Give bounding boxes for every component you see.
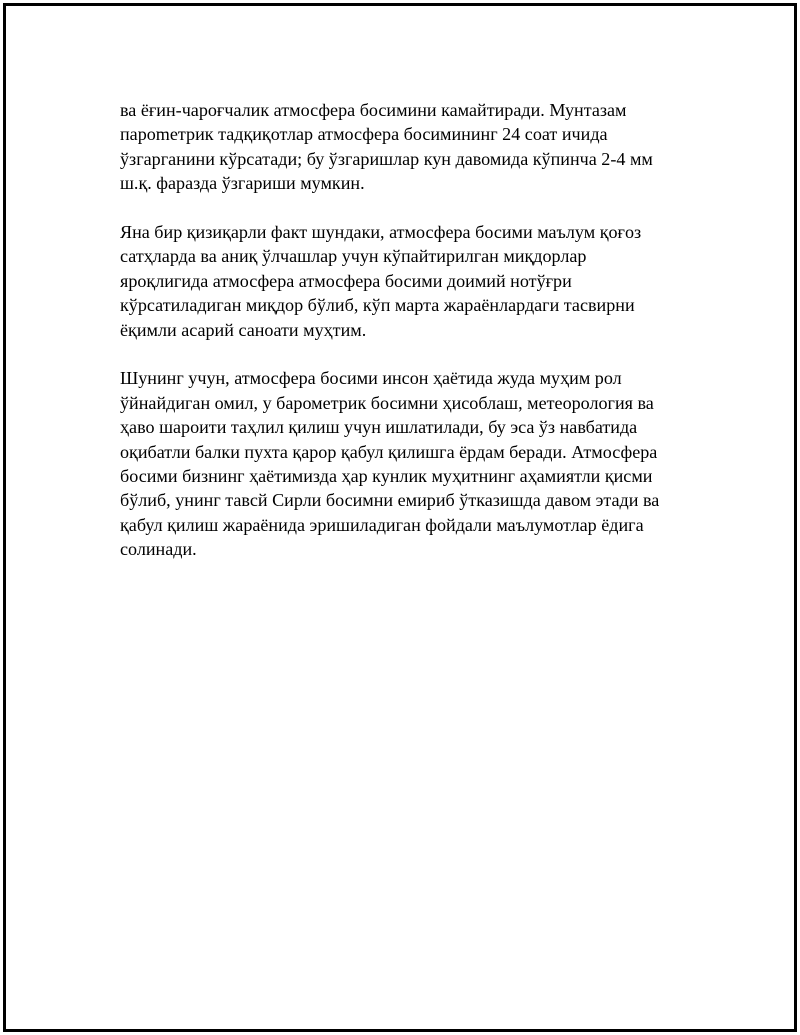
text-line: ва ёғин-чароғчалик атмосфера босимини камайтиради. Мунтазам	[120, 100, 627, 120]
text-line: пароmетрик тадқиқотлар атмосфера босимининг 24 соат ичида	[120, 124, 608, 145]
document-body	[120, 98, 700, 562]
text-line: ш.қ. фаразда ўзгариши мумкин.	[120, 173, 365, 194]
text-line: ҳаво шароити таҳлил қилиш учун ишлатилади, бу эса ўз навбатида	[120, 417, 638, 438]
text-line: сатҳларда ва аниқ ўлчашлар учун кўпайтирилган миқдорлар	[120, 246, 587, 267]
text-line: Яна бир қизиқарли факт шундаки, атмосфера босими маълум қоғоз	[120, 222, 642, 243]
paragraph-1	[120, 98, 700, 196]
text-line: қабул қилиш жараёнида эришиладиган фойдали маълумотлар ёдига	[120, 514, 644, 535]
text-line: яроқлигида атмосфера атмосфера босими доимий нотўғри	[120, 270, 572, 291]
paragraph-2	[120, 220, 700, 342]
text-line: ўзгарганини кўрсатади; бу ўзгаришлар кун давомида кўпинча 2-4 мм	[120, 148, 653, 169]
text-line: кўрсатиладиган миқдор бўлиб, кўп марта жараёнлардаги тасвирни	[120, 295, 635, 316]
text-line: босими бизнинг ҳаётимизда ҳар кунлик муҳитнинг аҳамиятли қисми	[120, 466, 653, 487]
text-line: солинади.	[120, 539, 197, 560]
text-line: бўлиб, унинг тавсй Сирли босимни емириб ўтказишда давом этади ва	[120, 490, 660, 511]
text-line: Шунинг учун, атмосфера босими инсон ҳаётида жуда муҳим рол	[120, 368, 622, 389]
text-line: ўйнайдиган омил, у барометрик босимни ҳисоблаш, метеорология ва	[120, 392, 654, 413]
page-frame	[3, 3, 797, 1032]
text-line: оқибатли балки пухта қарор қабул қилишга ёрдам беради. Атмосфера	[120, 441, 658, 462]
paragraph-3	[120, 366, 700, 561]
text-line: ёқимли асарий саноати муҳтим.	[120, 319, 367, 340]
